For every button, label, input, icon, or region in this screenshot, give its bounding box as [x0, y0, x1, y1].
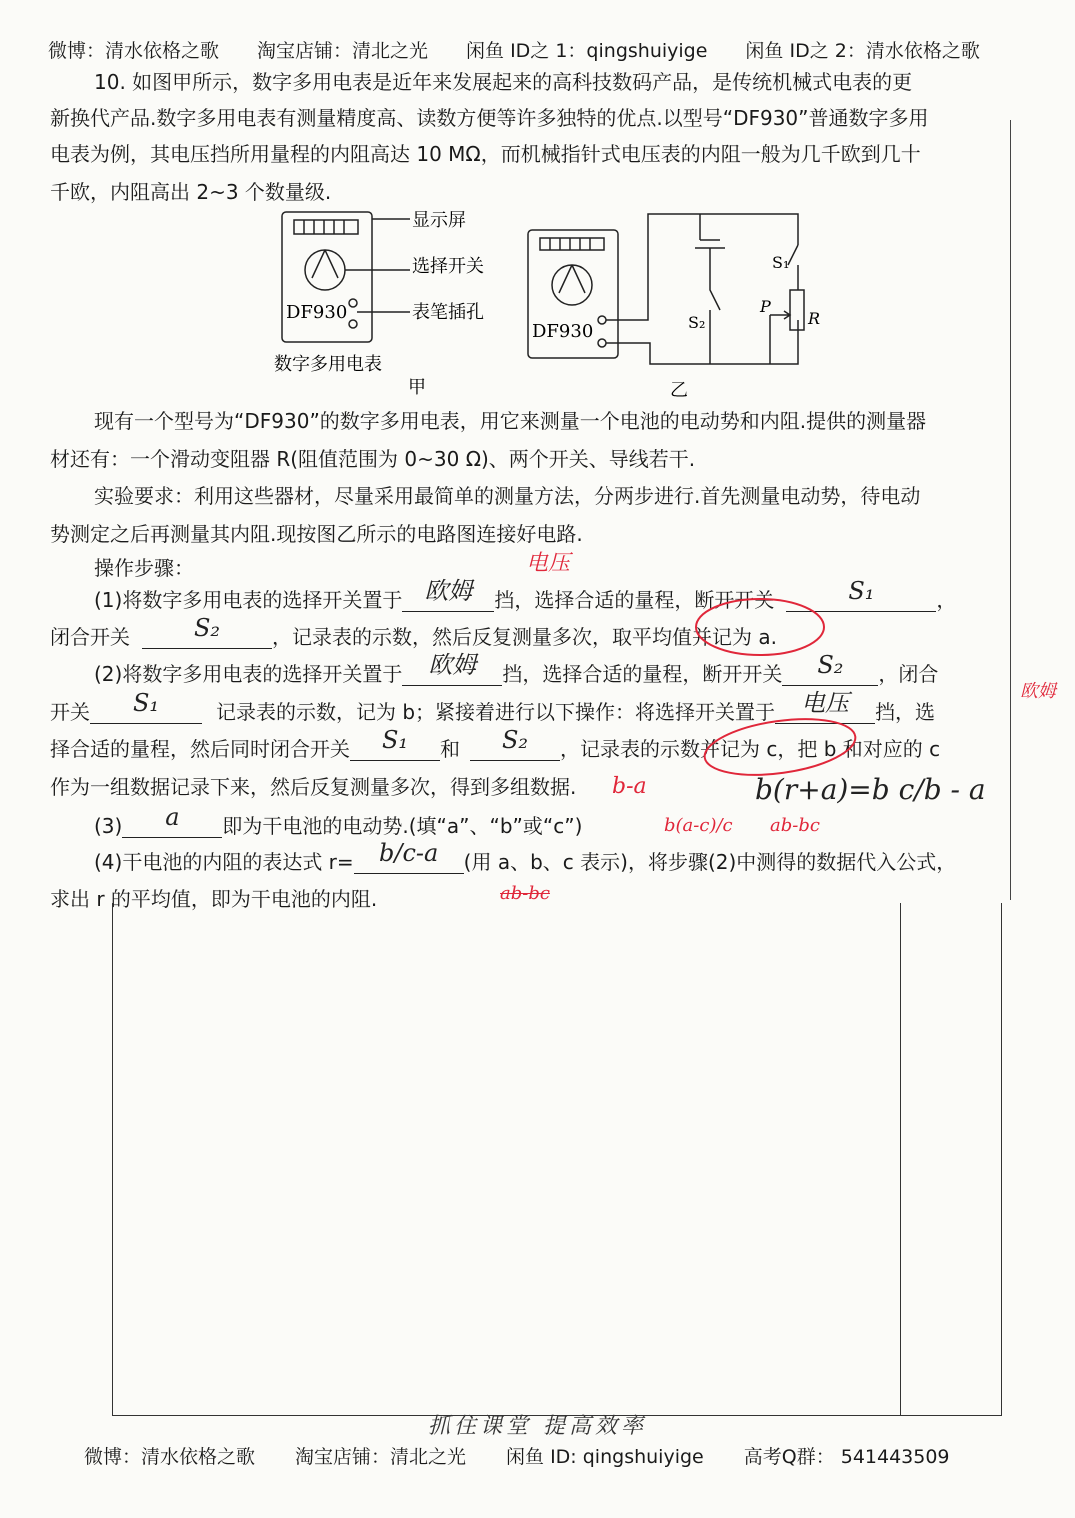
red-note: b-a — [612, 774, 647, 799]
selector-label: 选择开关 — [412, 256, 484, 277]
handwritten-answer: S₂ — [817, 651, 844, 679]
answer-blank-8[interactable] — [350, 726, 440, 761]
text: (3) — [94, 814, 123, 838]
box-divider — [900, 903, 901, 1415]
body-line: 现有一个型号为“DF930”的数字多用电表，用它来测量一个电池的电动势和内阻.提供的测量器 — [94, 409, 927, 433]
intro-line: 千欧，内阻高出 2~3 个数量级. — [50, 180, 332, 204]
intro-line: 电表为例，其电压挡所用量程的内阻高达 10 MΩ，而机械指针式电压表的内阻一般为几千欧到几十 — [50, 142, 921, 166]
s1-label: S₁ — [772, 253, 790, 272]
intro-line: 10. 如图甲所示，数字多用电表是近年来发展起来的高科技数码产品，是传统机械式电表的更 — [94, 70, 913, 94]
red-circle-mark — [690, 592, 830, 662]
body-line: 操作步骤： — [94, 556, 194, 580]
text: 择合适的量程，然后同时闭合开关 — [50, 737, 350, 761]
handwritten-answer: 欧姆 — [428, 651, 477, 679]
text: ，记录表的示数并记为 c，把 b 和对应的 c — [560, 737, 941, 761]
body-line: 势测定之后再测量其内阻.现按图乙所示的电路图连接好电路. — [50, 522, 583, 546]
margin-rule — [1010, 120, 1011, 900]
red-circle-mark — [700, 712, 860, 782]
text: 挡，选 — [875, 700, 936, 724]
footer-taobao: 淘宝店铺：清北之光 — [295, 1446, 467, 1468]
step1-line2 — [50, 614, 777, 649]
handwritten-formula: b(r+a)=b c/b - a — [755, 773, 986, 806]
handwritten-answer: S₁ — [132, 689, 160, 717]
red-note: ab-bc — [500, 883, 550, 904]
answer-box — [112, 903, 1002, 1416]
text: 闭合开关 — [50, 625, 130, 649]
text: (1)将数字多用电表的选择开关置于 — [94, 588, 403, 612]
circuit-figure — [270, 200, 821, 401]
model-label-b: DF930 — [532, 321, 594, 342]
header-xianyu-1: 闲鱼 ID之 1：qingshuiyige — [466, 40, 708, 62]
step2-line4: 作为一组数据记录下来，然后反复测量多次，得到多组数据. — [50, 775, 577, 799]
footer-weibo: 微博：清水依格之歌 — [84, 1446, 256, 1468]
footer-xianyu: 闲鱼 ID: qingshuiyige — [506, 1446, 704, 1468]
s2-label: S₂ — [688, 313, 706, 332]
jack-label: 表笔插孔 — [412, 302, 484, 323]
figure-a-label: 甲 — [408, 377, 426, 398]
text: (用 a、b、c 表示)，将步骤(2)中测得的数据代入公式， — [463, 850, 957, 874]
text: ，记录表的示数，然后反复测量多次，取平均值并记为 a. — [272, 625, 777, 649]
answer-blank-10[interactable] — [122, 803, 222, 838]
text: ， — [936, 588, 957, 612]
answer-blank-11[interactable] — [354, 839, 464, 874]
text: 开关 — [50, 700, 90, 724]
handwritten-answer: S₁ — [848, 577, 875, 605]
answer-blank-9[interactable] — [470, 726, 560, 761]
text: 挡，选择合适的量程，断开开关 — [494, 588, 775, 612]
body-line: 材还有：一个滑动变阻器 R(阻值范围为 0~30 Ω)、两个开关、导线若干. — [50, 447, 696, 471]
handwritten-answer: b/c-a — [379, 839, 439, 867]
handwritten-answer: 欧姆 — [424, 577, 473, 605]
text: 和 — [440, 737, 460, 761]
footer-qq-group: 高考Q群： 541443509 — [743, 1446, 950, 1468]
red-note: 电压 — [526, 551, 571, 576]
handwritten-answer: a — [165, 803, 180, 831]
text: 挡，选择合适的量程，断开开关 — [502, 662, 783, 686]
handwritten-answer: 电压 — [801, 689, 850, 717]
red-note: 欧姆 — [1020, 681, 1056, 702]
header-taobao: 淘宝店铺：清北之光 — [257, 40, 429, 62]
step2-line1 — [94, 651, 939, 686]
p-label: P — [760, 297, 771, 316]
text: 即为干电池的电动势.(填“a”、“b”或“c”) — [222, 814, 583, 838]
text: (2)将数字多用电表的选择开关置于 — [94, 662, 403, 686]
watermark-header — [48, 40, 1018, 62]
body-line: 实验要求：利用这些器材，尽量采用最简单的测量方法，分两步进行.首先测量电动势，待电动 — [94, 484, 921, 508]
answer-blank-1[interactable] — [402, 577, 494, 612]
answer-blank-3[interactable] — [142, 614, 272, 649]
text: (4)干电池的内阻的表达式 r= — [94, 850, 354, 874]
step4-line — [94, 839, 957, 874]
handwritten-answer: S₂ — [501, 726, 529, 754]
answer-blank-4[interactable] — [402, 651, 502, 686]
step4-line2: 求出 r 的平均值，即为干电池的内阻. — [50, 887, 378, 911]
stamp-slogan: 抓住课堂 提高效率 — [428, 1414, 647, 1439]
header-xianyu-2: 闲鱼 ID之 2：清水依格之歌 — [745, 40, 980, 62]
figure-b-label: 乙 — [670, 380, 688, 401]
handwritten-answer: S₂ — [193, 614, 221, 642]
red-note: b(a-c)/c — [664, 815, 733, 836]
watermark-footer — [84, 1446, 990, 1468]
model-label-a: DF930 — [286, 302, 348, 323]
answer-blank-6[interactable] — [90, 689, 202, 724]
r-label: R — [808, 309, 821, 328]
text: ，闭合 — [878, 662, 939, 686]
answer-blank-5[interactable] — [782, 651, 878, 686]
step3-line — [94, 803, 583, 838]
text: 记录表的示数，记为 b；紧接着进行以下操作：将选择开关置于 — [216, 700, 776, 724]
red-note: ab-bc — [770, 815, 820, 836]
header-weibo: 微博：清水依格之歌 — [48, 40, 220, 62]
handwritten-answer: S₁ — [381, 726, 409, 754]
display-label: 显示屏 — [412, 210, 466, 231]
intro-line: 新换代产品.数字多用电表有测量精度高、读数方便等许多独特的优点.以型号“DF930”普通数字多用 — [50, 106, 929, 130]
figure-caption: 数字多用电表 — [274, 354, 382, 375]
